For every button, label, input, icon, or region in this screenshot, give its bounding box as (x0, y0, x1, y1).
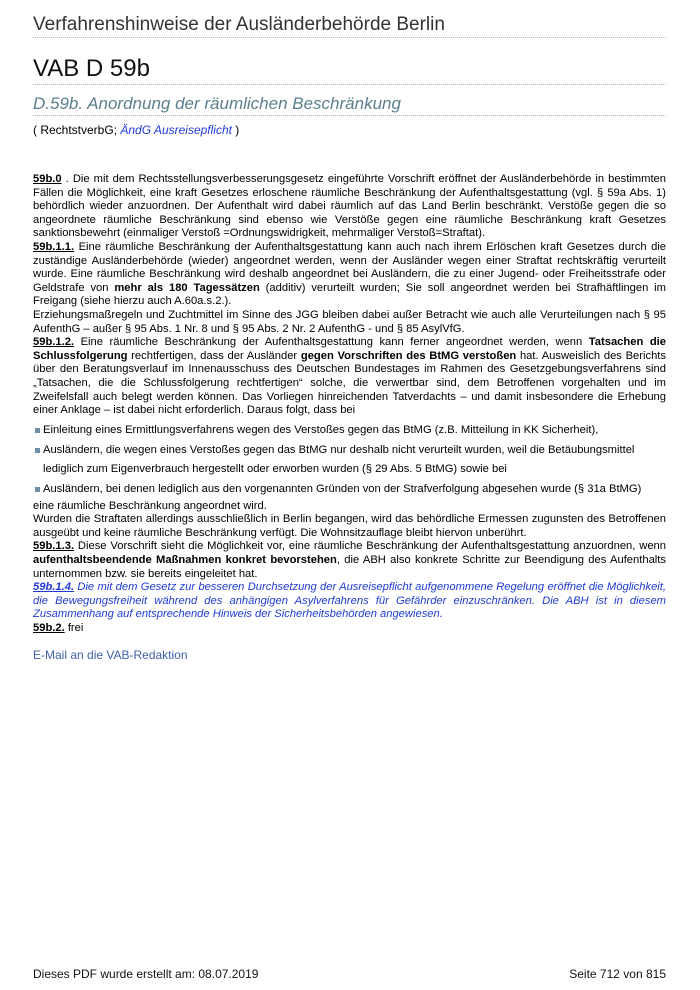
list-item-text: Ausländern, bei denen lediglich aus den vorgenannten Gründen von der Strafverfolgung abgesehen wurde (§ 31a BtMG) (43, 482, 642, 495)
anchor-59b-1-4[interactable]: 59b.1.4. (33, 581, 75, 594)
content (33, 173, 666, 636)
paragraph-text: Die mit dem Gesetz zur besseren Durchsetzung der Ausreisepflicht aufgenommene Regelung eröffnet die Möglichkeit, die Bewegungsfreiheit während des anhängigen Asylverfahrens für Gefährder einzuschränken. Die ABH ist in diesem Zusammenhang auf entsprechende Hinweis der Sicherheitsbehörden angewiesen. (33, 581, 666, 621)
bullet-square-icon (35, 428, 40, 433)
paragraph-text: . Die mit dem Rechtsstellungsverbesserungsgesetz eingeführte Vorschrift eröffnet der Ausländerbehörde in bestimmten Fällen die Möglichkeit, eine kraft Gesetzes erloschene räumliche Beschränkung der Aufenthaltsgestattung (vgl. § 59a Abs. 1) behördlich wieder anzuordnen. Der Aufenthalt wird dabei räumlich auf das Land Berlin beschränkt. Verstöße gegen die so angeordnete räumliche Beschränkung sind ebenso wie Verstöße gegen eine räumliche Beschränkung kraft Gesetzes sanktionsbewehrt (einmaliger Verstoß =Ordnungswidrigkeit, mehrmaliger Verstoß=Straftat). (33, 173, 666, 240)
email-link[interactable]: E-Mail an die VAB-Redaktion (33, 647, 188, 662)
paragraph-conclusion: eine räumliche Beschränkung angeordnet wird. (33, 499, 267, 512)
list-item-text: Ausländern, die wegen eines Verstoßes gegen das BtMG nur deshalb nicht verurteilt wurden, weil die Betäubungsmittel lediglich zum Eigenverbrauch hergestellt oder erworben wurden (§ 29 Abs. 5 BtMG) sowie bei (43, 443, 635, 475)
paragraph-text: Eine räumliche Beschränkung der Aufenthaltsgestattung kann auch nach ihrem Erlöschen kraft Gesetzes durch die zuständige Ausländerbehörde (wieder) angeordnet werden, wenn der Ausländer wegen einer Straftat rechtskräftig verurteilt wurde. Eine räumliche Beschränkung wird deshalb angeordnet bei Ausländern, die zu einer Jugend- oder Freiheitsstrafe oder Geldstrafe von (33, 240, 666, 294)
emphasis: gegen Vorschriften des BtMG verstoßen (300, 349, 517, 362)
paragraph-text: rechtfertigen, dass der Ausländer (127, 349, 301, 362)
page-footer (33, 967, 666, 981)
sources-open: ( RechtstverbG; (33, 123, 121, 137)
sources-close: ) (231, 123, 240, 137)
doc-title: VAB D 59b (33, 54, 666, 85)
bullet-square-icon (35, 448, 40, 453)
paragraph-59b-1-3 (33, 540, 666, 581)
anchor-59b-1-2[interactable]: 59b.1.2. (33, 336, 75, 349)
paragraph-59b-2 (33, 622, 666, 636)
anchor-59b-1-3[interactable]: 59b.1.3. (33, 540, 75, 553)
created-date: Dieses PDF wurde erstellt am: 08.07.2019 (33, 967, 259, 981)
paragraph-59b-1-1 (33, 241, 666, 309)
list-item-text: Einleitung eines Ermittlungsverfahrens wegen des Verstoßes gegen das BtMG (z.B. Mitteilung in KK Sicherheit), (43, 423, 599, 436)
paragraph-berlin: Wurden die Straftaten allerdings ausschließlich in Berlin begangen, wird das behördliche Ermessen zugunsten des Betroffenen ausgeübt und keine räumliche Beschränkung verfügt. Die Wohnsitzauflage bleibt hiervon unberührt. (33, 513, 666, 539)
paragraph-text: Eine räumliche Beschränkung der Aufenthaltsgestattung kann ferner angeordnet werden, wenn (74, 336, 589, 349)
sources-link[interactable]: ÄndG Ausreisepflicht (120, 123, 232, 137)
emphasis: Tatsachen die Schlussfolgerung (33, 336, 666, 362)
list-item (33, 421, 666, 440)
paragraph-59b-1-2 (33, 336, 666, 418)
paragraph-text: hat. Ausweislich des Berichts über den Beratungsverlauf im Innenausschuss des Deutschen Bundestages im Rahmen des Gesetzgebungsverfahrens sind „Tatsachen, die die Schlussfolgerung rechtfertigen“ solche, die verwertbar sind, dem Betroffenen vorgehalten und im Zweifelsfall auch belegt werden können. Das Vorliegen hinreichenden Tatverdachts – und damit insbesondere die Erhebung einer Anklage – ist dabei nicht erforderlich. Daraus folgt, dass bei (33, 349, 666, 417)
paragraph-text: (additiv) verurteilt wurden; Sie soll angeordnet werden bei Strafhäftlingen im Freigang (siehe hierzu auch A.60a.s.2.). (33, 281, 666, 308)
anchor-59b-2[interactable]: 59b.2. (33, 622, 65, 635)
paragraph-jgg: Erziehungsmaßregeln und Zuchtmittel im Sinne des JGG bleiben dabei außer Betracht wie auch alle Verurteilungen nach § 95 AufenthG – außer § 95 Abs. 1 Nr. 8 und § 95 Abs. 2 Nr. 2 AufenthG - und § 85 AsylVfG. (33, 308, 666, 335)
bullet-square-icon (35, 487, 40, 492)
paragraph-text: , die ABH also konkrete Schritte zur Beendigung des Aufenthalts unternommen bzw. sie bereits eingeleitet hat. (33, 554, 666, 580)
paragraph-59b-0 (33, 173, 666, 241)
site-title: Verfahrenshinweise der Ausländerbehörde Berlin (33, 13, 666, 38)
emphasis: mehr als 180 Tagessätzen (114, 281, 260, 294)
paragraph-text: frei (64, 622, 84, 635)
paragraph-text: Diese Vorschrift sieht die Möglichkeit vor, eine räumliche Beschränkung der Aufenthaltsgestattung anzuordnen, wenn (74, 540, 666, 553)
section-title: D.59b. Anordnung der räumlichen Beschränkung (33, 93, 666, 116)
list-item (33, 480, 666, 499)
list-item (33, 441, 666, 479)
emphasis: aufenthaltsbeendende Maßnahmen konkret bevorstehen (33, 554, 337, 567)
bullet-list (33, 421, 666, 499)
anchor-59b-1-1[interactable]: 59b.1.1. (33, 240, 75, 253)
document-page (33, 0, 666, 662)
anchor-59b-0[interactable]: 59b.0 (33, 173, 62, 185)
sources-line (33, 123, 666, 138)
paragraph-59b-1-4 (33, 581, 666, 622)
page-number: Seite 712 von 815 (569, 967, 666, 981)
